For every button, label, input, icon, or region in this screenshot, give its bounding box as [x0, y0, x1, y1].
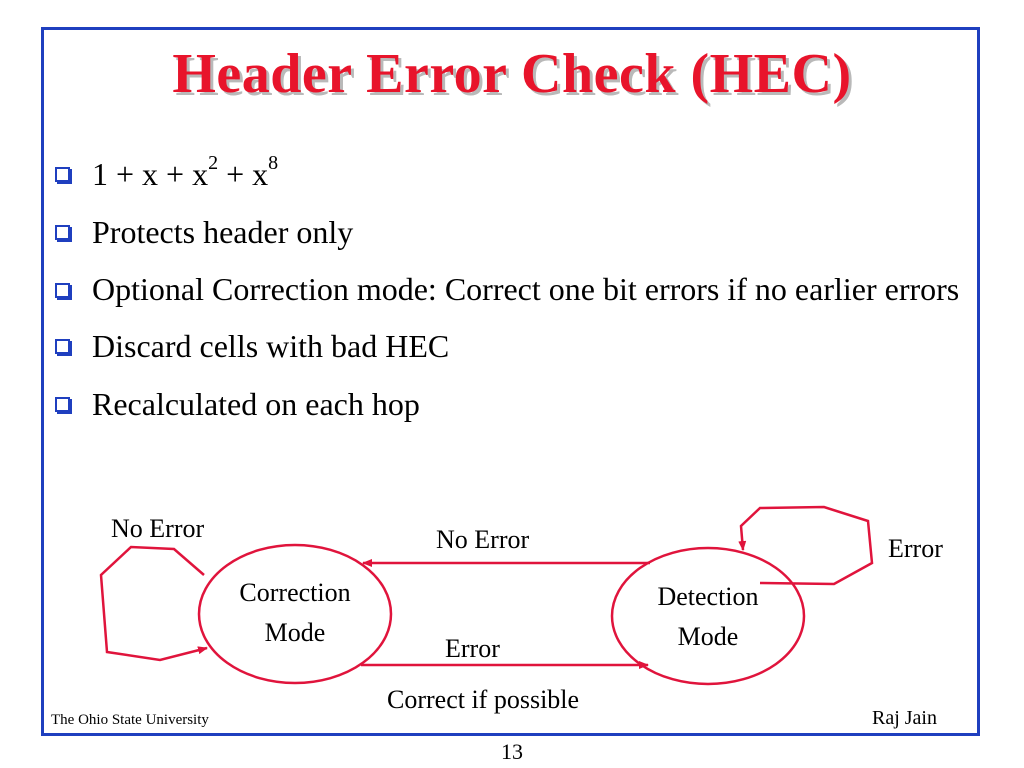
arrow-to-detection-sublabel: Correct if possible — [387, 685, 580, 714]
self-loop-correction-label: No Error — [111, 514, 205, 543]
arrow-to-correction-label: No Error — [436, 525, 530, 554]
correction-mode-label-line2: Mode — [264, 618, 326, 647]
footer-university: The Ohio State University — [51, 712, 209, 728]
correction-mode-state — [199, 545, 391, 683]
correction-mode-label-line1: Correction — [239, 578, 351, 607]
self-loop-detection-label: Error — [888, 534, 943, 563]
detection-mode-label-line1: Detection — [657, 582, 759, 611]
footer-author: Raj Jain — [872, 707, 937, 729]
polynomial-base: 1 + x + x — [92, 156, 209, 192]
detection-mode-label-line2: Mode — [677, 622, 739, 651]
polynomial-exponent-8: 8 — [268, 152, 279, 175]
bullet-text: Optional Correction mode: Correct one bit errors if no earlier errors — [92, 271, 960, 307]
detection-mode-state — [612, 548, 804, 684]
self-loop-detection — [741, 507, 872, 584]
polynomial-mid: + x — [218, 156, 269, 192]
bullet-text: Protects header only — [92, 214, 354, 250]
bullet-text: Recalculated on each hop — [92, 386, 420, 422]
page-number: 13 — [501, 739, 523, 764]
polynomial-exponent-2: 2 — [208, 152, 219, 175]
slide-title: Header Error Check (HEC) — [172, 43, 852, 105]
self-loop-correction — [101, 547, 207, 660]
bullet-text: Discard cells with bad HEC — [92, 328, 450, 364]
arrow-to-detection-label: Error — [445, 634, 500, 663]
